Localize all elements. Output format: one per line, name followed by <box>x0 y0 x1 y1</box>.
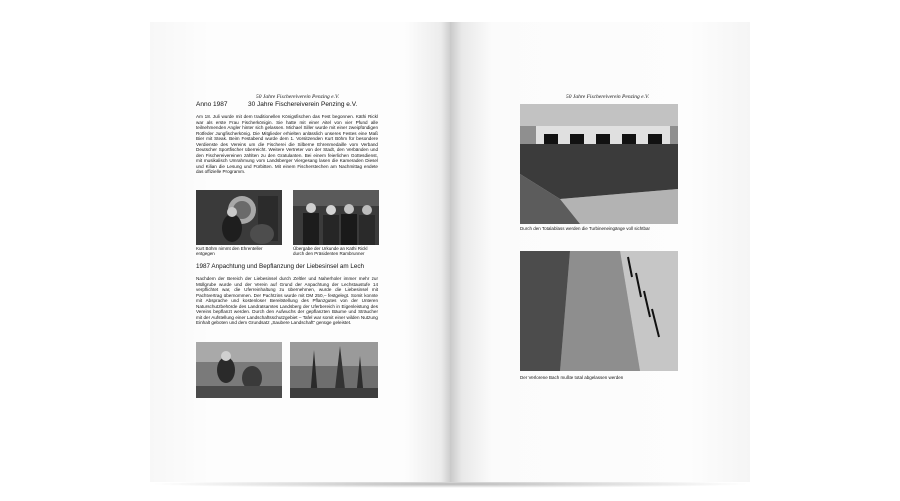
photo-turbine-inlets <box>520 104 678 224</box>
section-title-liebesinsel: 1987 Anpachtung und Bepflanzung der Liebesinsel am Lech <box>196 263 365 270</box>
caption-turbine-inlets: Durch den Totalablass werden die Turbineneingänge voll sichtbar <box>520 226 650 231</box>
photo-honor-plate <box>196 190 282 245</box>
anno-title: 30 Jahre Fischereiverein Penzing e.V. <box>248 101 358 108</box>
caption-certificate: Übergabe der Urkunde an Kathi Rickl durch den Präsidenten Rambrunner <box>293 246 368 257</box>
paragraph-liebesinsel: Nachdem der Bereich der Liebesinsel durch Zeltler und Naherholer immer mehr zur Müllgrube wurde und der Verein auf Grund der Anpachtung der Lechstaustufe 14 verpflichtet war, die Uferreinhaltung zu übernehmen, wurde die Liebesinsel mit Pachtvertrag übernommen. Der Pachtzins wurde mit DM 250,– festgelegt. Somit konnte mit Absprache und kostenloser Bereitstellung des Pflanzgutes von der Unteren Naturschutzbehörde des Landratsamtes Landsberg der Uferbereich in Eigenleistung des Vereins bepflanzt werden. Durch den Aufwuchs der gepflanzten Bäume und Sträucher mit der Aufstellung einer Landschaftsschutzgebiet – Tafel war somit einer wilden Nutzung Einhalt geboten und dem Grundsatz „Saubere Landschaft“ genüge geleistet. <box>196 276 378 325</box>
photo-riverbank-trees <box>290 342 378 398</box>
photo-certificate-image <box>293 190 379 245</box>
paragraph-festival: Am 18. Juli wurde mit dem traditionellen Königsfischen das Fest begonnen. Käthi Rickl war als erste Frau Fischerkönigin. Sie hatte mit einer Aitel von vier Pfund alle teilnehmenden Angler hinter sich gelassen. Michael Siller wurde mit einer zweipfündigen Rotfeder Jungfischerkönig. Die Mitglieder erhielten anlässlich unseres Festes eine Maß Bier mit Steak. Beim Festabend wurde dem 1. Vorsitzenden Kurt Böhm für besondere Verdienste des Vereins um die Fischerei die Silberne Ehrenmedaille vom Verband Deutscher Sportfischer überreicht. Weitere Vertreter von der Stadt, den Verbänden und den Fischereivereinen zählten zu den Gratulanten. Bei einem feierlichen Gottesdienst, mit musikalisch Umrahmung vom Landsberger Viergesang lasen die Kameraden Diesel und Kilian die Lesung und Fürbitten. Mit einem Fischerstechen am Nachmittag endete das offizielle Programm. <box>196 114 378 174</box>
right-page-header: 50 Jahre Fischereiverein Penzing e.V. <box>566 94 649 100</box>
anno-year: Anno 1987 <box>196 101 228 108</box>
caption-honor-plate: Kurt Böhm nimmt den Ehrenteller entgegen <box>196 246 263 257</box>
photo-honor-plate-image <box>196 190 282 245</box>
photo-turbine-inlets-image <box>520 104 678 224</box>
photo-drained-stream <box>520 251 678 371</box>
photo-riverbank-trees-image <box>290 342 378 398</box>
photo-certificate <box>293 190 379 245</box>
photo-planting <box>196 342 282 398</box>
left-page-header: 50 Jahre Fischereiverein Penzing e.V. <box>256 94 339 100</box>
caption-drained-stream: Der Verlorene Bach mußte total abgelassen werden <box>520 375 624 380</box>
photo-planting-image <box>196 342 282 398</box>
photo-drained-stream-image <box>520 251 678 371</box>
